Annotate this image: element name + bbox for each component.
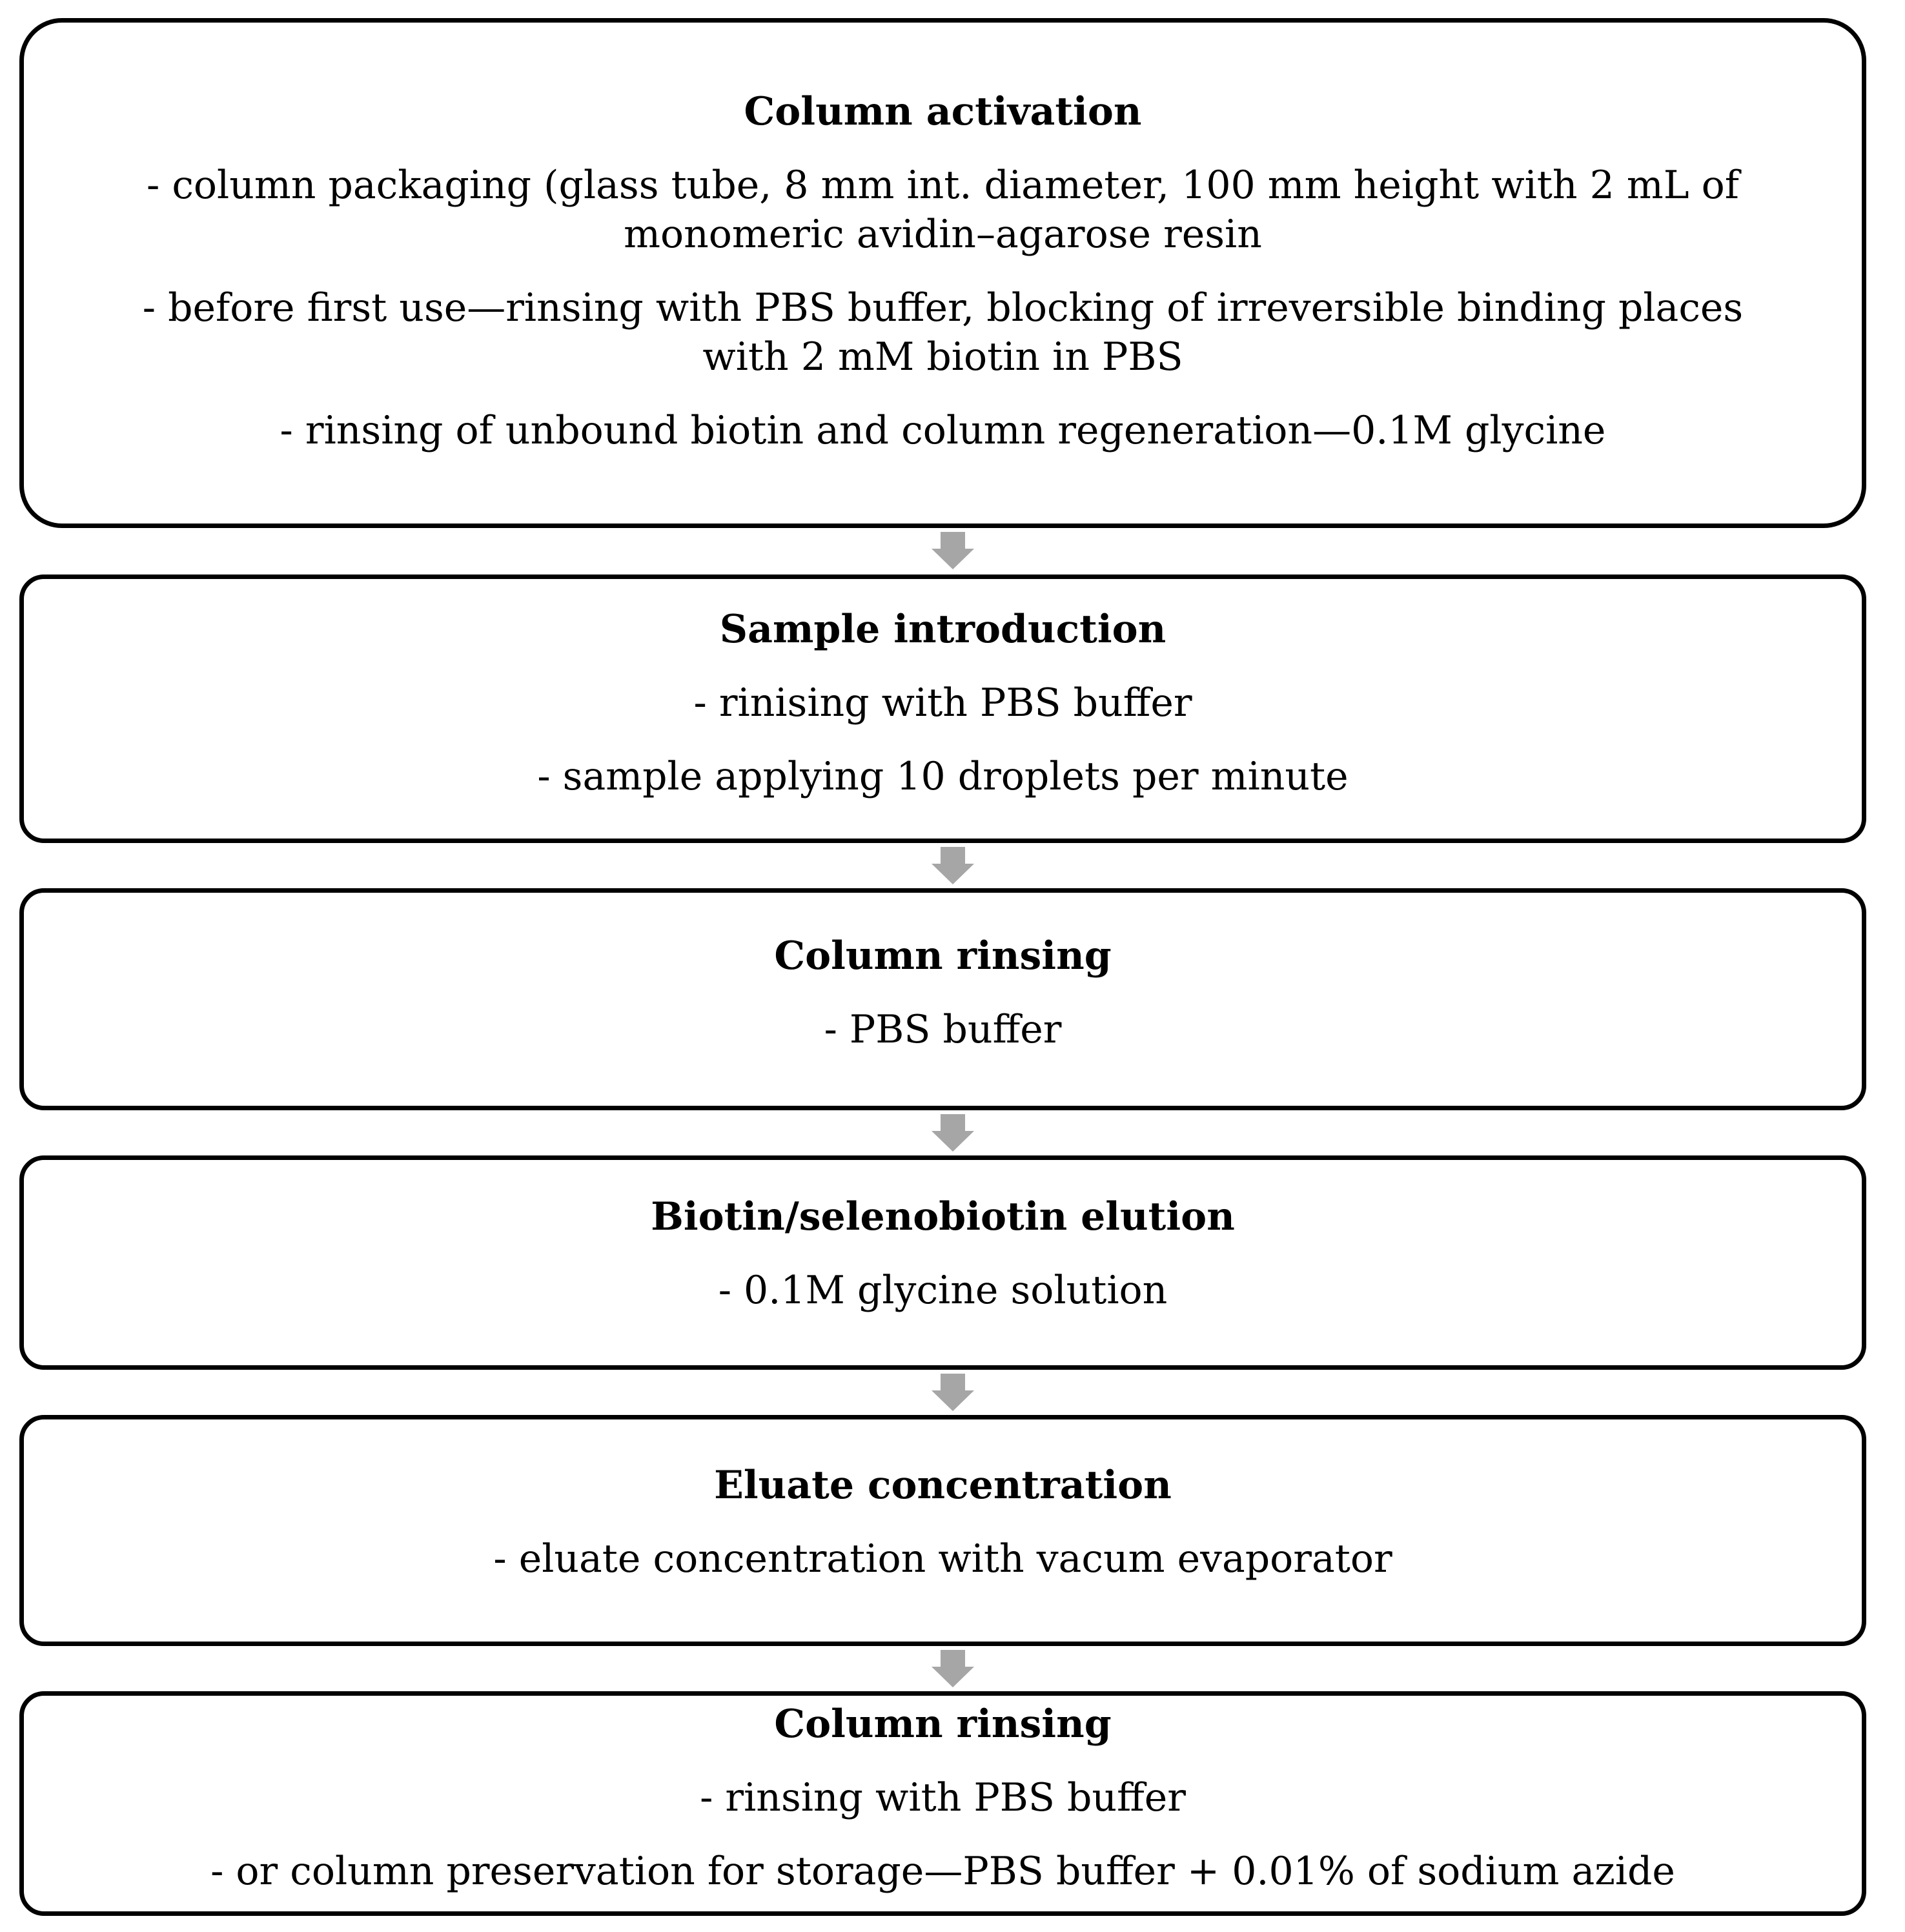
step-line: - before first use—rinsing with PBS buffer, blocking of irreversible binding places with 2 mM biotin in PBS [142, 285, 1744, 380]
step-line: - column packaging (glass tube, 8 mm int. diameter, 100 mm height with 2 mL of monomeric avidin–agarose resin [146, 163, 1739, 257]
step-line: - rinsing of unbound biotin and column regeneration—0.1M glycine [280, 408, 1606, 453]
arrow-shape [932, 1114, 974, 1152]
arrow-shape [932, 847, 974, 884]
down-arrow-icon [932, 1374, 974, 1411]
step-line: - PBS buffer [824, 1007, 1062, 1052]
down-arrow-icon [932, 1114, 974, 1152]
down-arrow-icon [932, 1650, 974, 1687]
step-line: - rinising with PBS buffer [693, 680, 1192, 726]
step-biotin-elution [19, 1155, 1866, 1370]
arrow-shape [932, 1374, 974, 1411]
step-title: Biotin/selenobiotin elution [651, 1194, 1235, 1239]
step-eluate-concentration [19, 1415, 1866, 1646]
step-line: - 0.1M glycine solution [718, 1268, 1168, 1313]
step-line: - eluate concentration with vacum evaporator [493, 1536, 1392, 1581]
step-title: Sample introduction [719, 607, 1166, 652]
step-line: - or column preservation for storage—PBS buffer + 0.01% of sodium azide [210, 1849, 1675, 1894]
step-title: Column rinsing [774, 933, 1112, 979]
step-title: Column activation [744, 89, 1142, 134]
step-line: - rinsing with PBS buffer [700, 1775, 1186, 1820]
step-column-rinsing-final [19, 1691, 1866, 1916]
arrow-shape [932, 1650, 974, 1687]
down-arrow-icon [932, 532, 974, 569]
step-title: Eluate concentration [714, 1463, 1172, 1508]
down-arrow-icon [932, 847, 974, 884]
step-column-activation [19, 18, 1866, 528]
arrow-shape [932, 532, 974, 569]
step-line: - sample applying 10 droplets per minute [537, 754, 1349, 799]
step-title: Column rinsing [774, 1702, 1112, 1747]
step-column-rinsing [19, 888, 1866, 1110]
step-sample-introduction [19, 575, 1866, 843]
